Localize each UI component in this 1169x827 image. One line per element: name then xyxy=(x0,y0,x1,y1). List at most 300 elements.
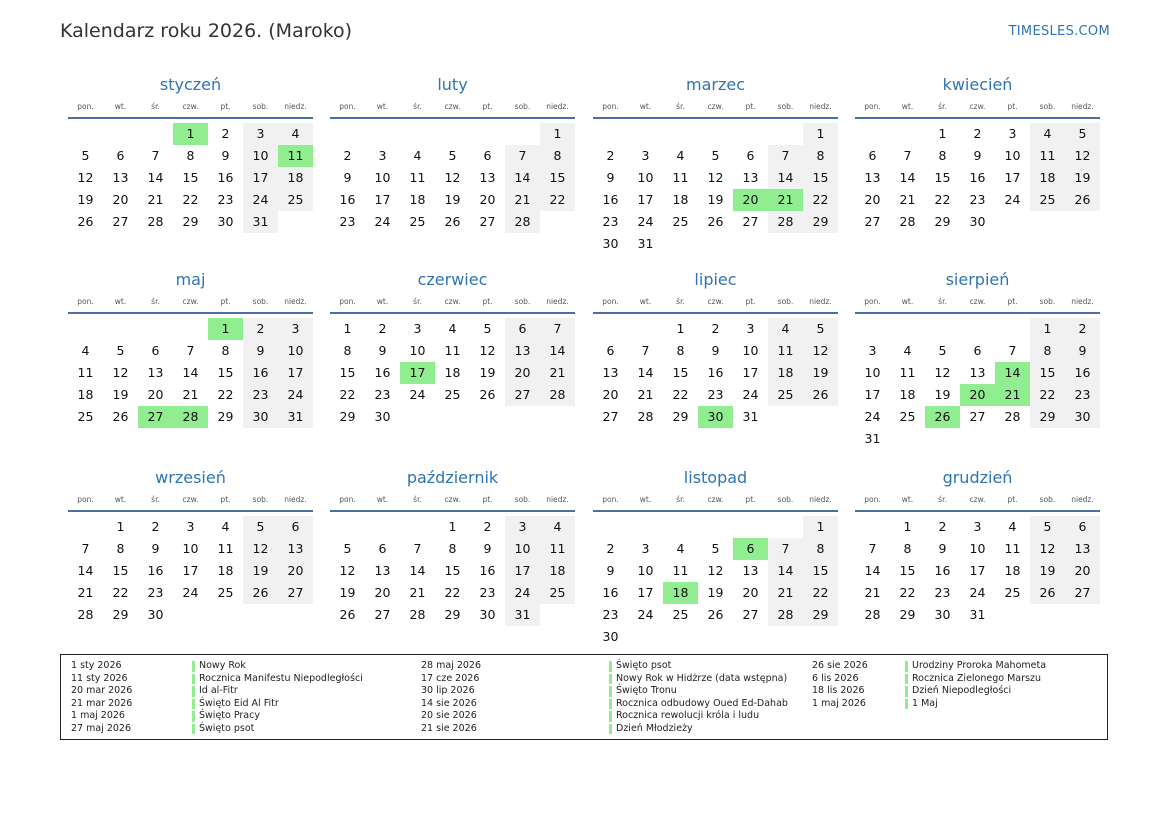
day-cell: 7 xyxy=(81,541,90,556)
weekday-label: pon. xyxy=(864,495,881,504)
empty-cell xyxy=(628,516,663,538)
legend-date: 1 maj 2026 xyxy=(71,710,125,721)
day-cell: 26 xyxy=(707,214,724,229)
day-cell: 10 xyxy=(742,343,759,358)
day-cell: 14 xyxy=(899,170,916,185)
legend-date: 18 lis 2026 xyxy=(812,685,865,696)
day-cell: 21 xyxy=(147,192,164,207)
day-cell: 29 xyxy=(182,214,199,229)
empty-cell xyxy=(593,516,628,538)
day-cell: 4 xyxy=(768,318,803,340)
empty-cell xyxy=(435,123,470,145)
day-cell: 13 xyxy=(1065,538,1100,560)
day-cell: 28 xyxy=(409,607,426,622)
legend-date: 26 sie 2026 xyxy=(812,660,868,671)
day-cell: 6 xyxy=(378,541,387,556)
day-cell: 19 xyxy=(77,192,94,207)
day-cell: 4 xyxy=(903,343,912,358)
day-grid xyxy=(593,318,838,428)
day-cell: 20 xyxy=(1065,560,1100,582)
day-cell: 30 xyxy=(217,214,234,229)
weekday-label: czw. xyxy=(444,297,461,306)
day-cell: 22 xyxy=(803,582,838,604)
day-cell: 27 xyxy=(278,582,313,604)
weekday-label: pt. xyxy=(220,495,231,504)
day-cell: 14 xyxy=(540,340,575,362)
weekday-label: sob. xyxy=(252,102,269,111)
month-name: listopad xyxy=(683,468,748,487)
day-cell: 9 xyxy=(1065,340,1100,362)
day-cell: 6 xyxy=(868,148,877,163)
day-cell: 18 xyxy=(409,192,426,207)
day-cell: 1 xyxy=(343,321,352,336)
day-cell: 19 xyxy=(803,362,838,384)
day-cell: 12 xyxy=(1065,145,1100,167)
legend-marker xyxy=(192,724,195,735)
day-cell: 16 xyxy=(934,563,951,578)
day-cell: 6 xyxy=(1065,516,1100,538)
day-cell: 24 xyxy=(637,607,654,622)
day-cell: 6 xyxy=(746,148,755,163)
weekday-label: śr. xyxy=(151,495,160,504)
legend-marker xyxy=(192,699,195,710)
day-cell: 17 xyxy=(969,563,986,578)
month-3 xyxy=(855,73,1100,233)
day-cell: 13 xyxy=(374,563,391,578)
day-cell: 24 xyxy=(1004,192,1021,207)
weekday-label: czw. xyxy=(707,297,724,306)
day-cell: 17 xyxy=(182,563,199,578)
legend-name: Dzień Młodzieży xyxy=(616,722,693,734)
weekday-label: niedz. xyxy=(546,495,569,504)
weekday-label: czw. xyxy=(969,495,986,504)
day-cell: 24 xyxy=(969,585,986,600)
weekday-header xyxy=(68,292,313,314)
day-cell: 28 xyxy=(899,214,916,229)
weekday-label: pon. xyxy=(339,102,356,111)
day-cell: 2 xyxy=(483,519,492,534)
legend-date: 28 maj 2026 xyxy=(421,660,482,671)
day-cell: 30 xyxy=(969,214,986,229)
day-cell: 17 xyxy=(637,585,654,600)
legend-marker xyxy=(192,711,195,722)
holiday-day: 6 xyxy=(733,538,768,560)
day-cell: 28 xyxy=(147,214,164,229)
weekday-label: śr. xyxy=(938,495,947,504)
day-cell: 25 xyxy=(77,409,94,424)
empty-cell xyxy=(628,318,663,340)
day-cell: 13 xyxy=(112,170,129,185)
weekday-label: pt. xyxy=(1007,102,1018,111)
weekday-label: wt. xyxy=(114,495,127,504)
day-cell: 15 xyxy=(672,365,689,380)
day-cell: 16 xyxy=(339,192,356,207)
empty-cell xyxy=(470,123,505,145)
day-cell: 4 xyxy=(676,541,685,556)
day-cell: 8 xyxy=(938,148,947,163)
day-cell: 23 xyxy=(374,387,391,402)
empty-cell xyxy=(733,516,768,538)
day-cell: 7 xyxy=(1008,343,1017,358)
day-cell: 9 xyxy=(378,343,387,358)
day-cell: 29 xyxy=(672,409,689,424)
weekday-label: niedz. xyxy=(546,297,569,306)
day-cell: 8 xyxy=(803,538,838,560)
day-cell: 8 xyxy=(221,343,230,358)
day-cell: 12 xyxy=(803,340,838,362)
day-cell: 9 xyxy=(606,563,615,578)
weekday-label: niedz. xyxy=(546,102,569,111)
day-cell: 1 xyxy=(903,519,912,534)
day-cell: 23 xyxy=(602,214,619,229)
day-cell: 24 xyxy=(243,189,278,211)
weekday-label: sob. xyxy=(514,495,531,504)
day-cell: 17 xyxy=(243,167,278,189)
day-cell: 3 xyxy=(641,541,650,556)
legend-date: 17 cze 2026 xyxy=(421,672,480,684)
day-cell: 19 xyxy=(707,585,724,600)
day-cell: 8 xyxy=(1030,340,1065,362)
day-cell: 31 xyxy=(969,607,986,622)
weekday-header xyxy=(593,490,838,512)
holiday-day: 1 xyxy=(173,123,208,145)
day-cell: 4 xyxy=(540,516,575,538)
weekday-label: czw. xyxy=(444,495,461,504)
day-cell: 23 xyxy=(339,214,356,229)
day-cell: 21 xyxy=(505,189,540,211)
day-cell: 21 xyxy=(768,582,803,604)
day-cell: 25 xyxy=(409,214,426,229)
weekday-label: pt. xyxy=(745,297,756,306)
day-cell: 3 xyxy=(746,321,755,336)
day-cell: 8 xyxy=(676,343,685,358)
day-cell: 12 xyxy=(77,170,94,185)
day-grid xyxy=(330,516,575,626)
day-cell: 19 xyxy=(707,192,724,207)
day-cell: 26 xyxy=(803,384,838,406)
day-grid xyxy=(855,318,1100,450)
day-cell: 16 xyxy=(243,362,278,384)
day-cell: 2 xyxy=(243,318,278,340)
day-cell: 27 xyxy=(742,607,759,622)
day-cell: 5 xyxy=(711,541,720,556)
day-cell: 3 xyxy=(278,318,313,340)
day-cell: 9 xyxy=(221,148,230,163)
day-cell: 2 xyxy=(221,126,230,141)
day-cell: 28 xyxy=(540,384,575,406)
day-cell: 14 xyxy=(182,365,199,380)
day-cell: 1 xyxy=(803,516,838,538)
weekday-label: niedz. xyxy=(1071,495,1094,504)
day-cell: 11 xyxy=(444,343,461,358)
weekday-label: wt. xyxy=(901,102,914,111)
weekday-label: wt. xyxy=(114,102,127,111)
legend-name: Nowy Rok w Hidżrze (data wstępna) xyxy=(616,672,788,684)
weekday-label: sob. xyxy=(514,297,531,306)
day-cell: 27 xyxy=(864,214,881,229)
weekday-label: pt. xyxy=(745,495,756,504)
empty-cell xyxy=(365,123,400,145)
empty-cell xyxy=(855,123,890,145)
day-cell: 2 xyxy=(606,541,615,556)
month-name: sierpień xyxy=(945,270,1010,289)
day-cell: 29 xyxy=(444,607,461,622)
day-grid xyxy=(68,318,313,428)
weekday-header xyxy=(330,490,575,512)
day-cell: 16 xyxy=(217,170,234,185)
month-6 xyxy=(593,268,838,428)
day-cell: 1 xyxy=(1030,318,1065,340)
day-cell: 2 xyxy=(378,321,387,336)
day-cell: 10 xyxy=(374,170,391,185)
day-cell: 7 xyxy=(868,541,877,556)
day-cell: 19 xyxy=(1030,560,1065,582)
holiday-day: 21 xyxy=(995,384,1030,406)
weekday-label: wt. xyxy=(639,297,652,306)
day-cell: 26 xyxy=(707,607,724,622)
month-9 xyxy=(330,466,575,626)
empty-cell xyxy=(733,123,768,145)
day-cell: 22 xyxy=(899,585,916,600)
day-cell: 18 xyxy=(672,192,689,207)
legend-name: Nowy Rok xyxy=(199,660,246,671)
day-cell: 9 xyxy=(711,343,720,358)
empty-cell xyxy=(995,318,1030,340)
legend-name: Rocznica rewolucji króla i ludu xyxy=(616,710,760,721)
day-cell: 9 xyxy=(973,148,982,163)
weekday-label: wt. xyxy=(114,297,127,306)
day-cell: 9 xyxy=(483,541,492,556)
day-cell: 26 xyxy=(112,409,129,424)
day-cell: 28 xyxy=(77,607,94,622)
day-cell: 7 xyxy=(505,145,540,167)
day-cell: 20 xyxy=(147,387,164,402)
empty-cell xyxy=(698,516,733,538)
day-grid xyxy=(855,123,1100,233)
weekday-label: pon. xyxy=(864,102,881,111)
day-cell: 28 xyxy=(1004,409,1021,424)
weekday-label: śr. xyxy=(938,102,947,111)
weekday-label: sob. xyxy=(777,297,794,306)
month-name: styczeń xyxy=(159,75,222,94)
day-cell: 19 xyxy=(934,387,951,402)
day-cell: 9 xyxy=(938,541,947,556)
day-cell: 30 xyxy=(374,409,391,424)
day-cell: 10 xyxy=(505,538,540,560)
day-grid xyxy=(330,123,575,233)
weekday-label: czw. xyxy=(444,102,461,111)
empty-cell xyxy=(593,123,628,145)
day-cell: 19 xyxy=(479,365,496,380)
day-cell: 11 xyxy=(217,541,234,556)
weekday-header xyxy=(855,490,1100,512)
day-cell: 9 xyxy=(606,170,615,185)
legend-marker xyxy=(609,686,612,697)
day-cell: 5 xyxy=(803,318,838,340)
month-10 xyxy=(593,466,838,648)
empty-cell xyxy=(925,318,960,340)
weekday-label: śr. xyxy=(413,297,422,306)
day-cell: 1 xyxy=(540,123,575,145)
empty-cell xyxy=(330,123,365,145)
weekday-label: sob. xyxy=(1039,495,1056,504)
day-cell: 8 xyxy=(343,343,352,358)
day-cell: 14 xyxy=(505,167,540,189)
day-cell: 2 xyxy=(606,148,615,163)
day-cell: 8 xyxy=(540,145,575,167)
day-cell: 7 xyxy=(768,145,803,167)
day-cell: 22 xyxy=(803,189,838,211)
legend-name: Dzień Niepodległości xyxy=(912,685,1012,696)
page-title: Kalendarz roku 2026. (Maroko) xyxy=(60,20,353,42)
day-cell: 25 xyxy=(768,384,803,406)
legend-marker xyxy=(905,674,908,685)
holiday-day: 20 xyxy=(733,189,768,211)
day-cell: 4 xyxy=(278,123,313,145)
day-cell: 7 xyxy=(413,541,422,556)
empty-cell xyxy=(663,516,698,538)
day-cell: 8 xyxy=(803,145,838,167)
day-cell: 3 xyxy=(973,519,982,534)
day-cell: 13 xyxy=(278,538,313,560)
empty-cell xyxy=(330,516,365,538)
day-cell: 22 xyxy=(444,585,461,600)
day-cell: 17 xyxy=(278,362,313,384)
empty-cell xyxy=(400,123,435,145)
day-cell: 29 xyxy=(339,409,356,424)
day-cell: 22 xyxy=(540,189,575,211)
empty-cell xyxy=(173,318,208,340)
day-cell: 27 xyxy=(1065,582,1100,604)
day-cell: 3 xyxy=(1008,126,1017,141)
site-link[interactable]: TIMESLES.COM xyxy=(1008,24,1110,39)
weekday-label: pon. xyxy=(339,297,356,306)
month-name: luty xyxy=(437,75,468,94)
holiday-day: 17 xyxy=(400,362,435,384)
day-cell: 30 xyxy=(479,607,496,622)
day-cell: 21 xyxy=(409,585,426,600)
day-cell: 30 xyxy=(602,236,619,251)
day-cell: 10 xyxy=(637,170,654,185)
day-cell: 29 xyxy=(934,214,951,229)
day-cell: 23 xyxy=(1065,384,1100,406)
day-cell: 10 xyxy=(243,145,278,167)
day-cell: 27 xyxy=(742,214,759,229)
weekday-label: pon. xyxy=(77,102,94,111)
day-cell: 23 xyxy=(934,585,951,600)
day-cell: 5 xyxy=(343,541,352,556)
day-cell: 30 xyxy=(147,607,164,622)
day-cell: 21 xyxy=(899,192,916,207)
day-cell: 26 xyxy=(1030,582,1065,604)
legend-date: 20 mar 2026 xyxy=(71,685,133,696)
day-cell: 6 xyxy=(151,343,160,358)
day-cell: 27 xyxy=(602,409,619,424)
day-cell: 15 xyxy=(112,563,129,578)
legend-marker xyxy=(905,661,908,672)
holiday-day: 30 xyxy=(698,406,733,428)
legend-marker xyxy=(609,724,612,735)
weekday-label: pt. xyxy=(482,297,493,306)
weekday-label: czw. xyxy=(969,102,986,111)
weekday-label: wt. xyxy=(376,102,389,111)
holiday-legend xyxy=(60,654,1108,740)
day-cell: 11 xyxy=(899,365,916,380)
day-grid xyxy=(330,318,575,428)
day-cell: 27 xyxy=(505,384,540,406)
day-cell: 7 xyxy=(641,343,650,358)
day-cell: 15 xyxy=(803,560,838,582)
month-0 xyxy=(68,73,313,233)
month-name: maj xyxy=(175,270,206,289)
weekday-label: czw. xyxy=(707,495,724,504)
weekday-label: czw. xyxy=(182,102,199,111)
day-cell: 12 xyxy=(707,170,724,185)
empty-cell xyxy=(68,516,103,538)
month-7 xyxy=(855,268,1100,450)
day-cell: 6 xyxy=(973,343,982,358)
day-cell: 19 xyxy=(339,585,356,600)
day-cell: 19 xyxy=(243,560,278,582)
day-cell: 29 xyxy=(899,607,916,622)
day-cell: 3 xyxy=(413,321,422,336)
day-cell: 26 xyxy=(444,214,461,229)
empty-cell xyxy=(103,318,138,340)
empty-cell xyxy=(855,516,890,538)
day-cell: 15 xyxy=(540,167,575,189)
day-cell: 22 xyxy=(934,192,951,207)
day-grid xyxy=(855,516,1100,626)
day-grid xyxy=(68,123,313,233)
legend-name: Urodziny Proroka Mahometa xyxy=(912,660,1047,671)
day-cell: 9 xyxy=(343,170,352,185)
weekday-label: śr. xyxy=(413,495,422,504)
day-cell: 5 xyxy=(81,148,90,163)
weekday-header xyxy=(593,97,838,119)
day-cell: 19 xyxy=(1065,167,1100,189)
day-cell: 14 xyxy=(768,560,803,582)
day-cell: 14 xyxy=(864,563,881,578)
day-cell: 8 xyxy=(116,541,125,556)
day-cell: 5 xyxy=(116,343,125,358)
legend-marker xyxy=(905,686,908,697)
day-cell: 25 xyxy=(540,582,575,604)
day-cell: 17 xyxy=(864,387,881,402)
day-cell: 5 xyxy=(243,516,278,538)
weekday-label: pon. xyxy=(77,495,94,504)
month-8 xyxy=(68,466,313,626)
weekday-header xyxy=(68,97,313,119)
weekday-label: sob. xyxy=(252,297,269,306)
empty-cell xyxy=(68,123,103,145)
day-cell: 29 xyxy=(1030,406,1065,428)
holiday-day: 1 xyxy=(208,318,243,340)
empty-cell xyxy=(960,318,995,340)
day-cell: 25 xyxy=(444,387,461,402)
legend-marker xyxy=(609,711,612,722)
legend-date: 14 sie 2026 xyxy=(421,697,477,709)
legend-date: 1 sty 2026 xyxy=(71,660,122,671)
day-cell: 5 xyxy=(938,343,947,358)
month-name: marzec xyxy=(685,75,745,94)
day-cell: 10 xyxy=(409,343,426,358)
day-cell: 27 xyxy=(112,214,129,229)
legend-marker xyxy=(609,661,612,672)
day-cell: 29 xyxy=(217,409,234,424)
day-cell: 16 xyxy=(969,170,986,185)
day-cell: 14 xyxy=(768,167,803,189)
day-cell: 6 xyxy=(278,516,313,538)
